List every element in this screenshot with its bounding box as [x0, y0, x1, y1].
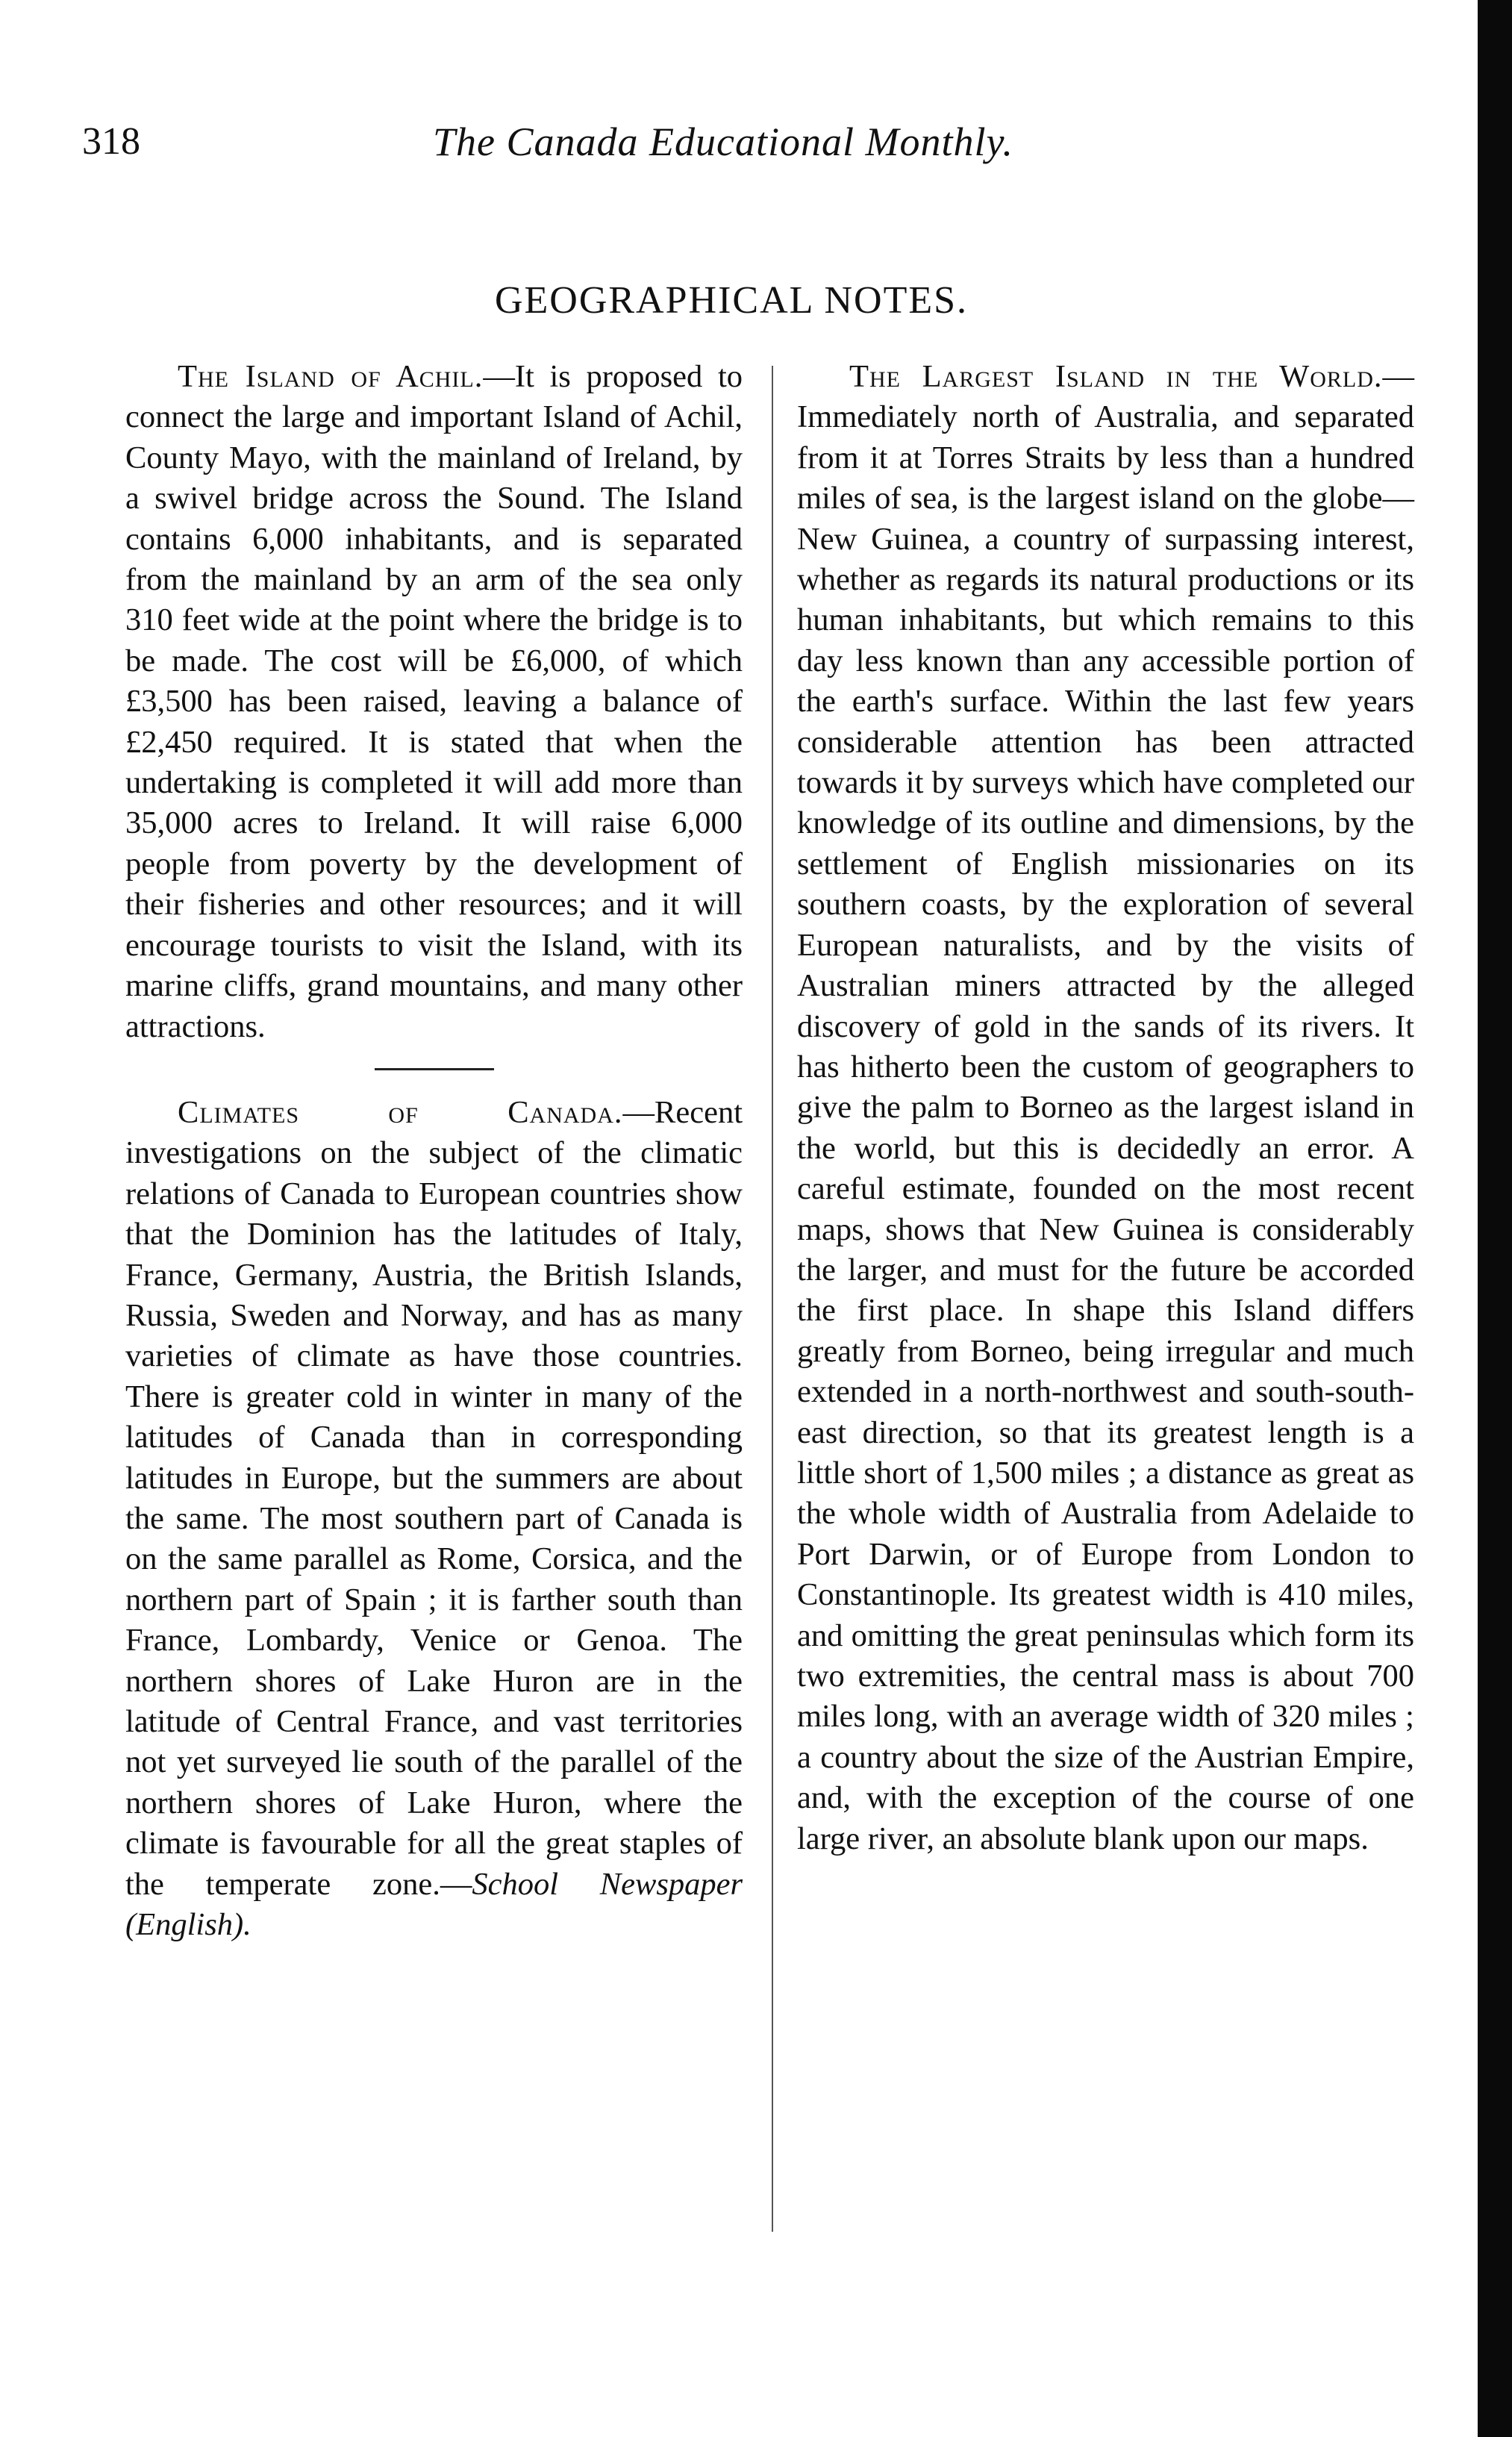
- right-column: [797, 357, 1414, 1859]
- article-largest-island: [797, 357, 1414, 1859]
- page-number: 318: [82, 120, 140, 163]
- section-title: GEOGRAPHICAL NOTES.: [494, 279, 969, 322]
- article-island-of-achil: [125, 357, 743, 1047]
- article-heading: The Island of Achil.: [178, 359, 484, 394]
- article-body: —Immediately north of Australia, and separated from it at Torres Straits by less than a hundred miles of sea, is the largest island on the globe—New Guinea, a country of surpassing interest, whether as regards its natural productions or its human inhabitants, but which remains to this day less known than any accessible portion of the earth's surface. Within the last few years considerable attention has been attracted towards it by surveys which have completed our knowledge of its outline and dimensions, by the settlement of English missionaries on its southern coasts, by the exploration of several European naturalists, and by the visits of Australian miners attracted by the alleged discovery of gold in the sands of its rivers. It has hitherto been the custom of geographers to give the palm to Borneo as the largest island in the world, but this is decidedly an error. A careful estimate, founded on the most recent maps, shows that New Guinea is considerably the larger, and must for the future be accorded the first place. In shape this Island differs greatly from Borneo, being irregular and much extended in a north-northwest and south-south-east direction, so that its greatest length is a little short of 1,500 miles ; a distance as great as the whole width of Australia from Adelaide to Port Darwin, or of Europe from London to Constantinople. Its greatest width is 410 miles, and omitting the great peninsulas which form its two extremities, the central mass is about 700 miles long, with an average width of 320 miles ; a country about the size of the Austrian Empire, and, with the exception of the course of one large river, an absolute blank upon our maps.: [797, 359, 1414, 1856]
- left-column: [125, 357, 743, 1945]
- article-divider: [375, 1068, 494, 1070]
- article-climates-of-canada: [125, 1093, 743, 1946]
- article-source: School Newspaper (English).: [125, 1866, 743, 1943]
- page-header: [0, 112, 1463, 172]
- article-body: —It is proposed to connect the large and important Island of Achil, County Mayo, with the mainland of Ireland, by a swivel bridge across the Sound. The Island contains 6,000 inhabitants, and is separated from the mainland by an arm of the sea only 310 feet wide at the point where the bridge is to be made. The cost will be £6,000, of which £3,500 has been raised, leaving a balance of £2,450 required. It is stated that when the undertaking is completed it will add more than 35,000 acres to Ireland. It will raise 6,000 people from poverty by the development of their fisheries and other resources; and it will encourage tourists to visit the Island, with its marine cliffs, grand mountains, and many other attractions.: [125, 359, 743, 1044]
- article-heading: The Largest Island in the World.: [849, 359, 1383, 394]
- article-body: —Recent investigations on the subject of the climatic relations of Canada to European countries show that the Dominion has the latitudes of Italy, France, Germany, Austria, the British Islands, Russia, Sweden and Norway, and has as many varieties of climate as have those countries. There is greater cold in winter in many of the latitudes of Canada than in corresponding latitudes in Europe, but the summers are about the same. The most southern part of Canada is on the same parallel as Rome, Corsica, and the northern part of Spain ; it is farther south than France, Lombardy, Venice or Genoa. The northern shores of Lake Huron are in the latitude of Central France, and vast territories not yet surveyed lie south of the parallel of the northern shores of Lake Huron, where the climate is favourable for all the great staples of the temperate zone.—: [125, 1094, 743, 1902]
- article-heading: Climates of Canada.: [178, 1094, 623, 1130]
- column-rule: [772, 366, 773, 2232]
- running-title: The Canada Educational Monthly.: [433, 119, 1013, 164]
- page-edge-shadow: [1478, 0, 1512, 2437]
